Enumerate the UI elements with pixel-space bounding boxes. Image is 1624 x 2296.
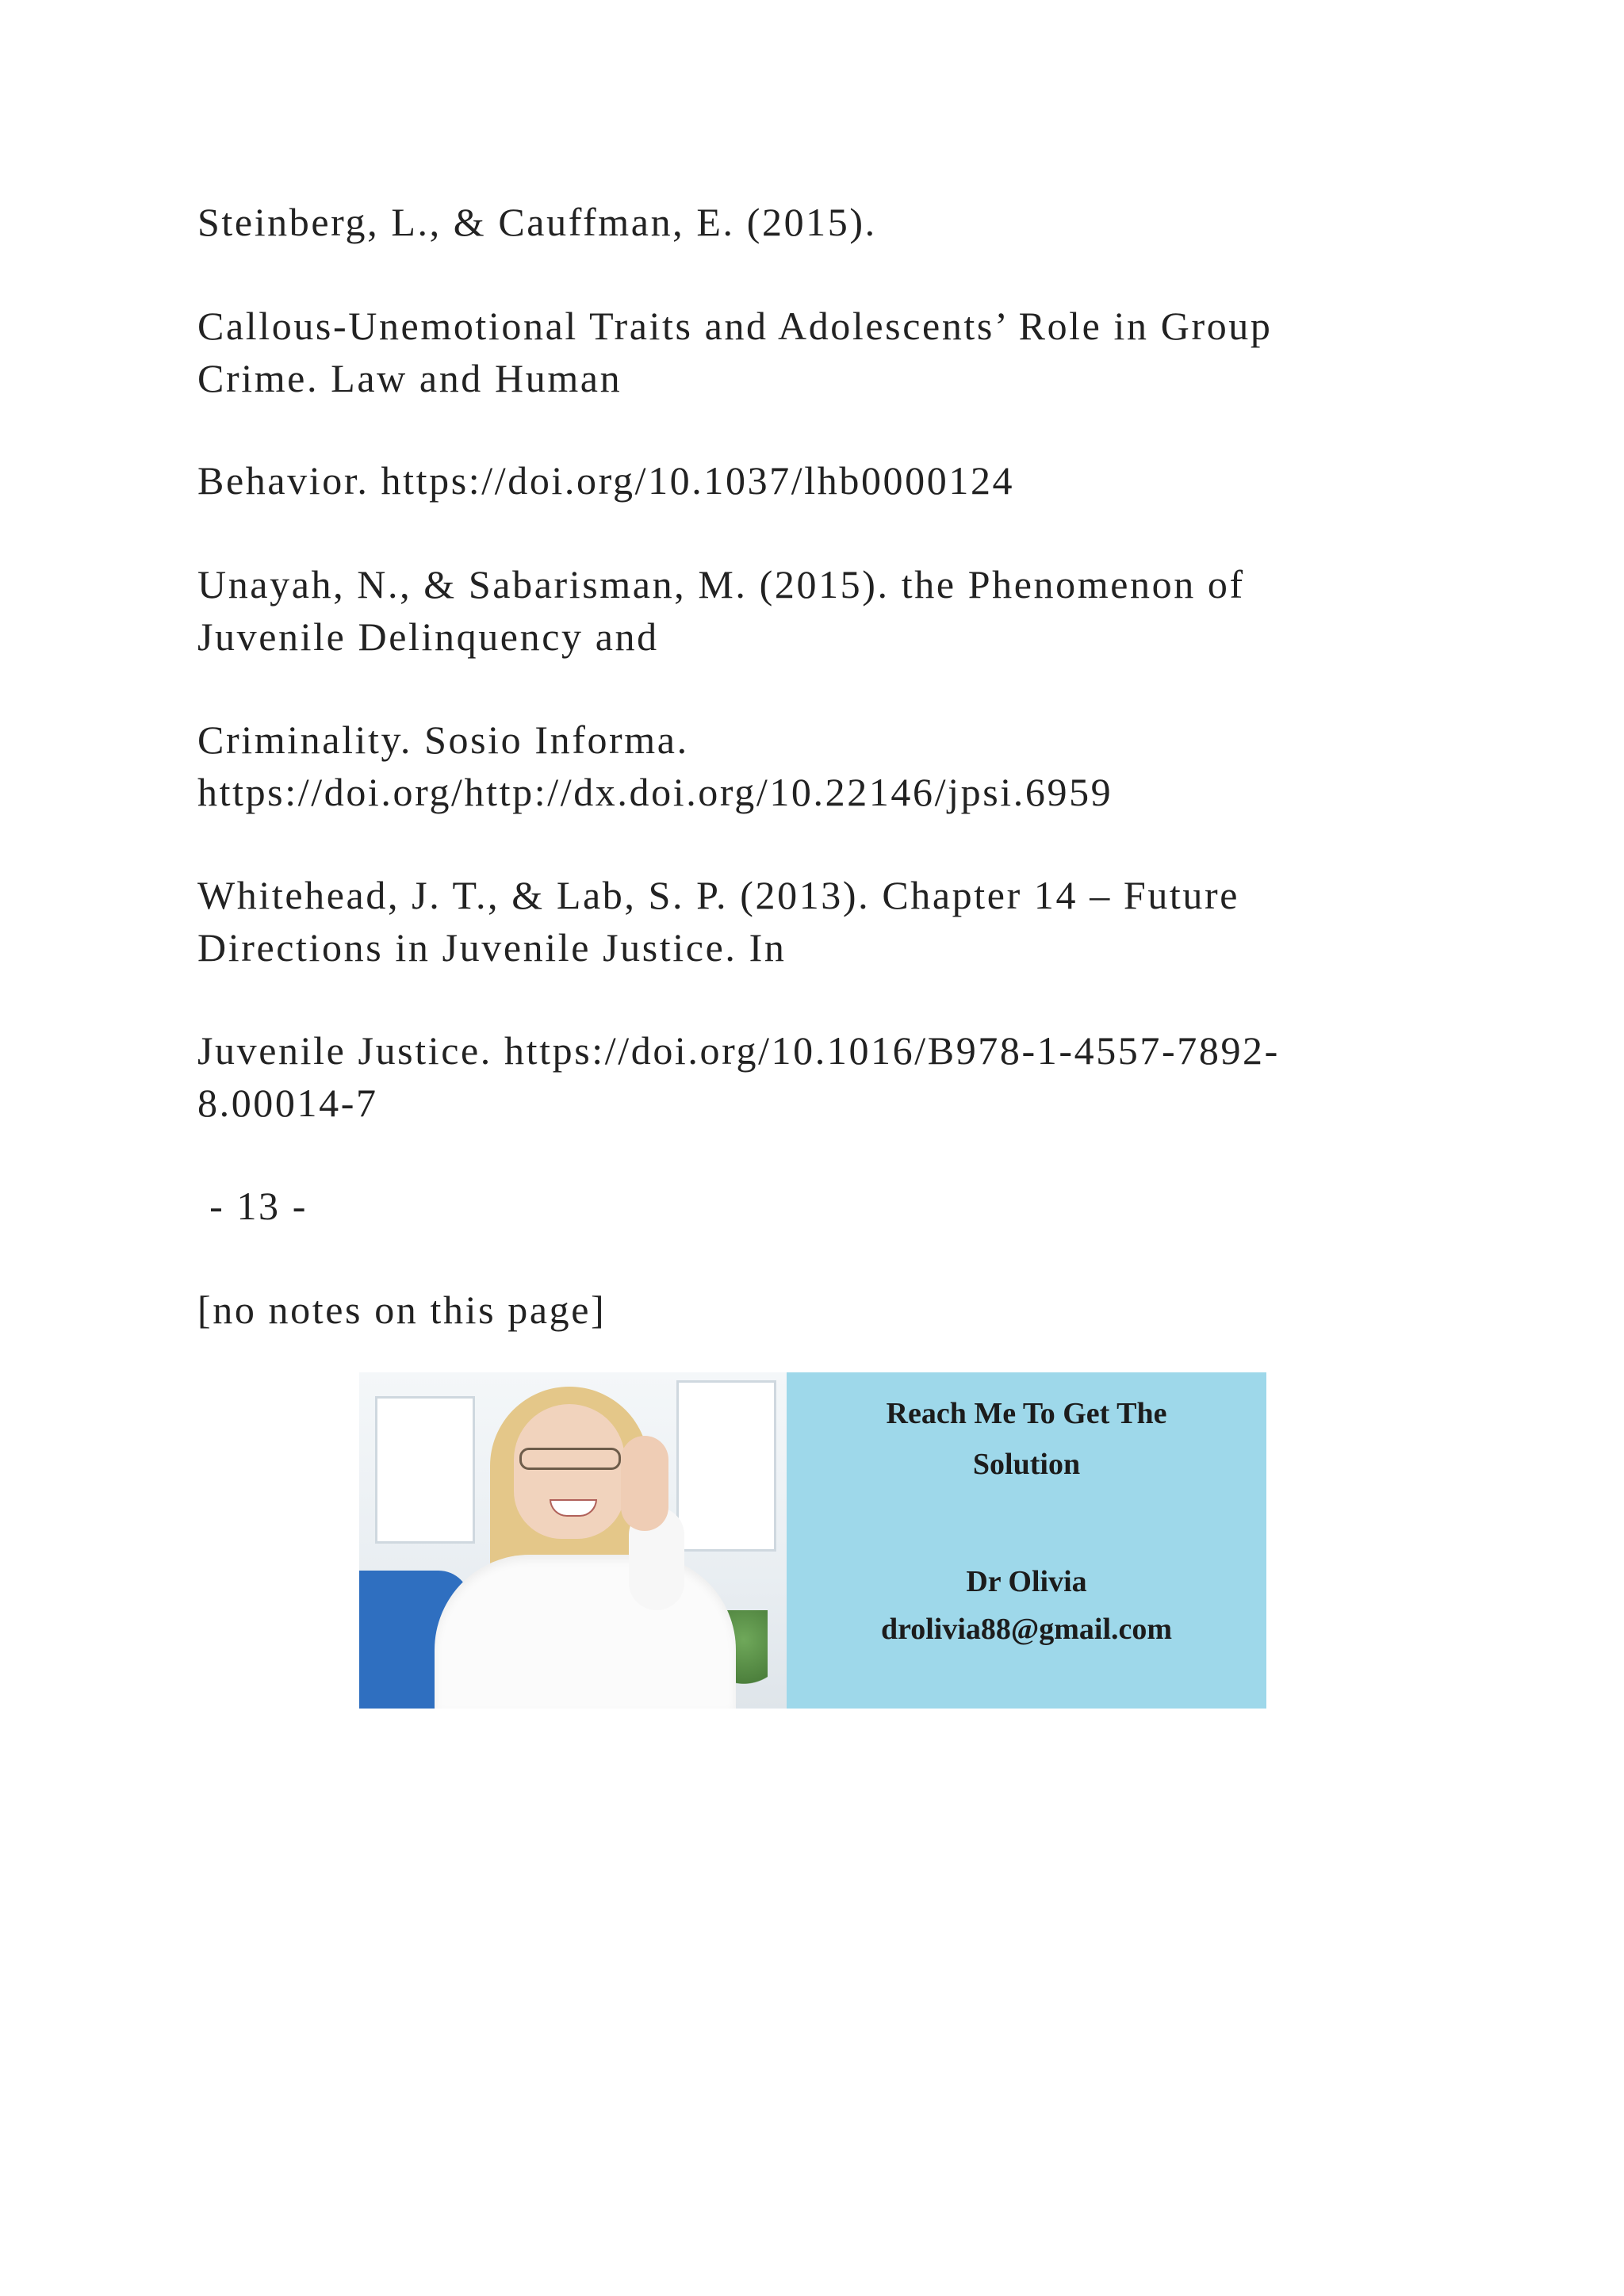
woman-photo bbox=[359, 1372, 787, 1709]
contact-info-panel bbox=[787, 1372, 1266, 1709]
banner-headline-2: Solution bbox=[972, 1448, 1081, 1481]
text-line: Juvenile Delinquency and bbox=[197, 614, 659, 659]
window-shape bbox=[676, 1380, 776, 1552]
text-line: Whitehead, J. T., & Lab, S. P. (2013). Chapter 14 – Future bbox=[197, 873, 1240, 917]
reference-steinberg-doi bbox=[197, 454, 1387, 507]
window-shape bbox=[375, 1396, 475, 1544]
text-line: 8.00014-7 bbox=[197, 1081, 378, 1125]
reference-steinberg-title bbox=[197, 300, 1387, 404]
page-number: - 13 - bbox=[197, 1184, 308, 1228]
text-line: Crime. Law and Human bbox=[197, 356, 622, 400]
glasses-icon bbox=[519, 1448, 621, 1470]
banner-headline: Reach Me To Get The bbox=[886, 1397, 1167, 1430]
contact-email[interactable]: drolivia88@gmail.com bbox=[880, 1613, 1173, 1646]
reference-steinberg-authors bbox=[197, 196, 1387, 248]
face-shape bbox=[514, 1404, 625, 1539]
text-line: Criminality. Sosio Informa. bbox=[197, 718, 689, 762]
text-line: Directions in Juvenile Justice. In bbox=[197, 925, 787, 970]
text-line: Callous-Unemotional Traits and Adolescents’ Role in Group bbox=[197, 304, 1273, 348]
contact-name: Dr Olivia bbox=[966, 1565, 1087, 1598]
text-line: Steinberg, L., & Cauffman, E. (2015). bbox=[197, 200, 877, 244]
shirt-shape bbox=[435, 1555, 736, 1709]
hand-shape bbox=[621, 1436, 668, 1531]
contact-banner[interactable] bbox=[359, 1372, 1266, 1709]
text-line: Juvenile Justice. https://doi.org/10.1016/B978-1-4557-7892- bbox=[197, 1028, 1280, 1073]
reference-whitehead-title bbox=[197, 869, 1387, 974]
notes-text: [no notes on this page] bbox=[197, 1288, 607, 1332]
text-line: https://doi.org/http://dx.doi.org/10.22146/jpsi.6959 bbox=[197, 770, 1113, 814]
reference-unayah-doi bbox=[197, 714, 1387, 818]
text-line: Unayah, N., & Sabarisman, M. (2015). the Phenomenon of bbox=[197, 562, 1245, 607]
reference-unayah-title bbox=[197, 558, 1387, 663]
text-line: Behavior. https://doi.org/10.1037/lhb0000124 bbox=[197, 458, 1015, 503]
reference-whitehead-doi bbox=[197, 1024, 1387, 1129]
